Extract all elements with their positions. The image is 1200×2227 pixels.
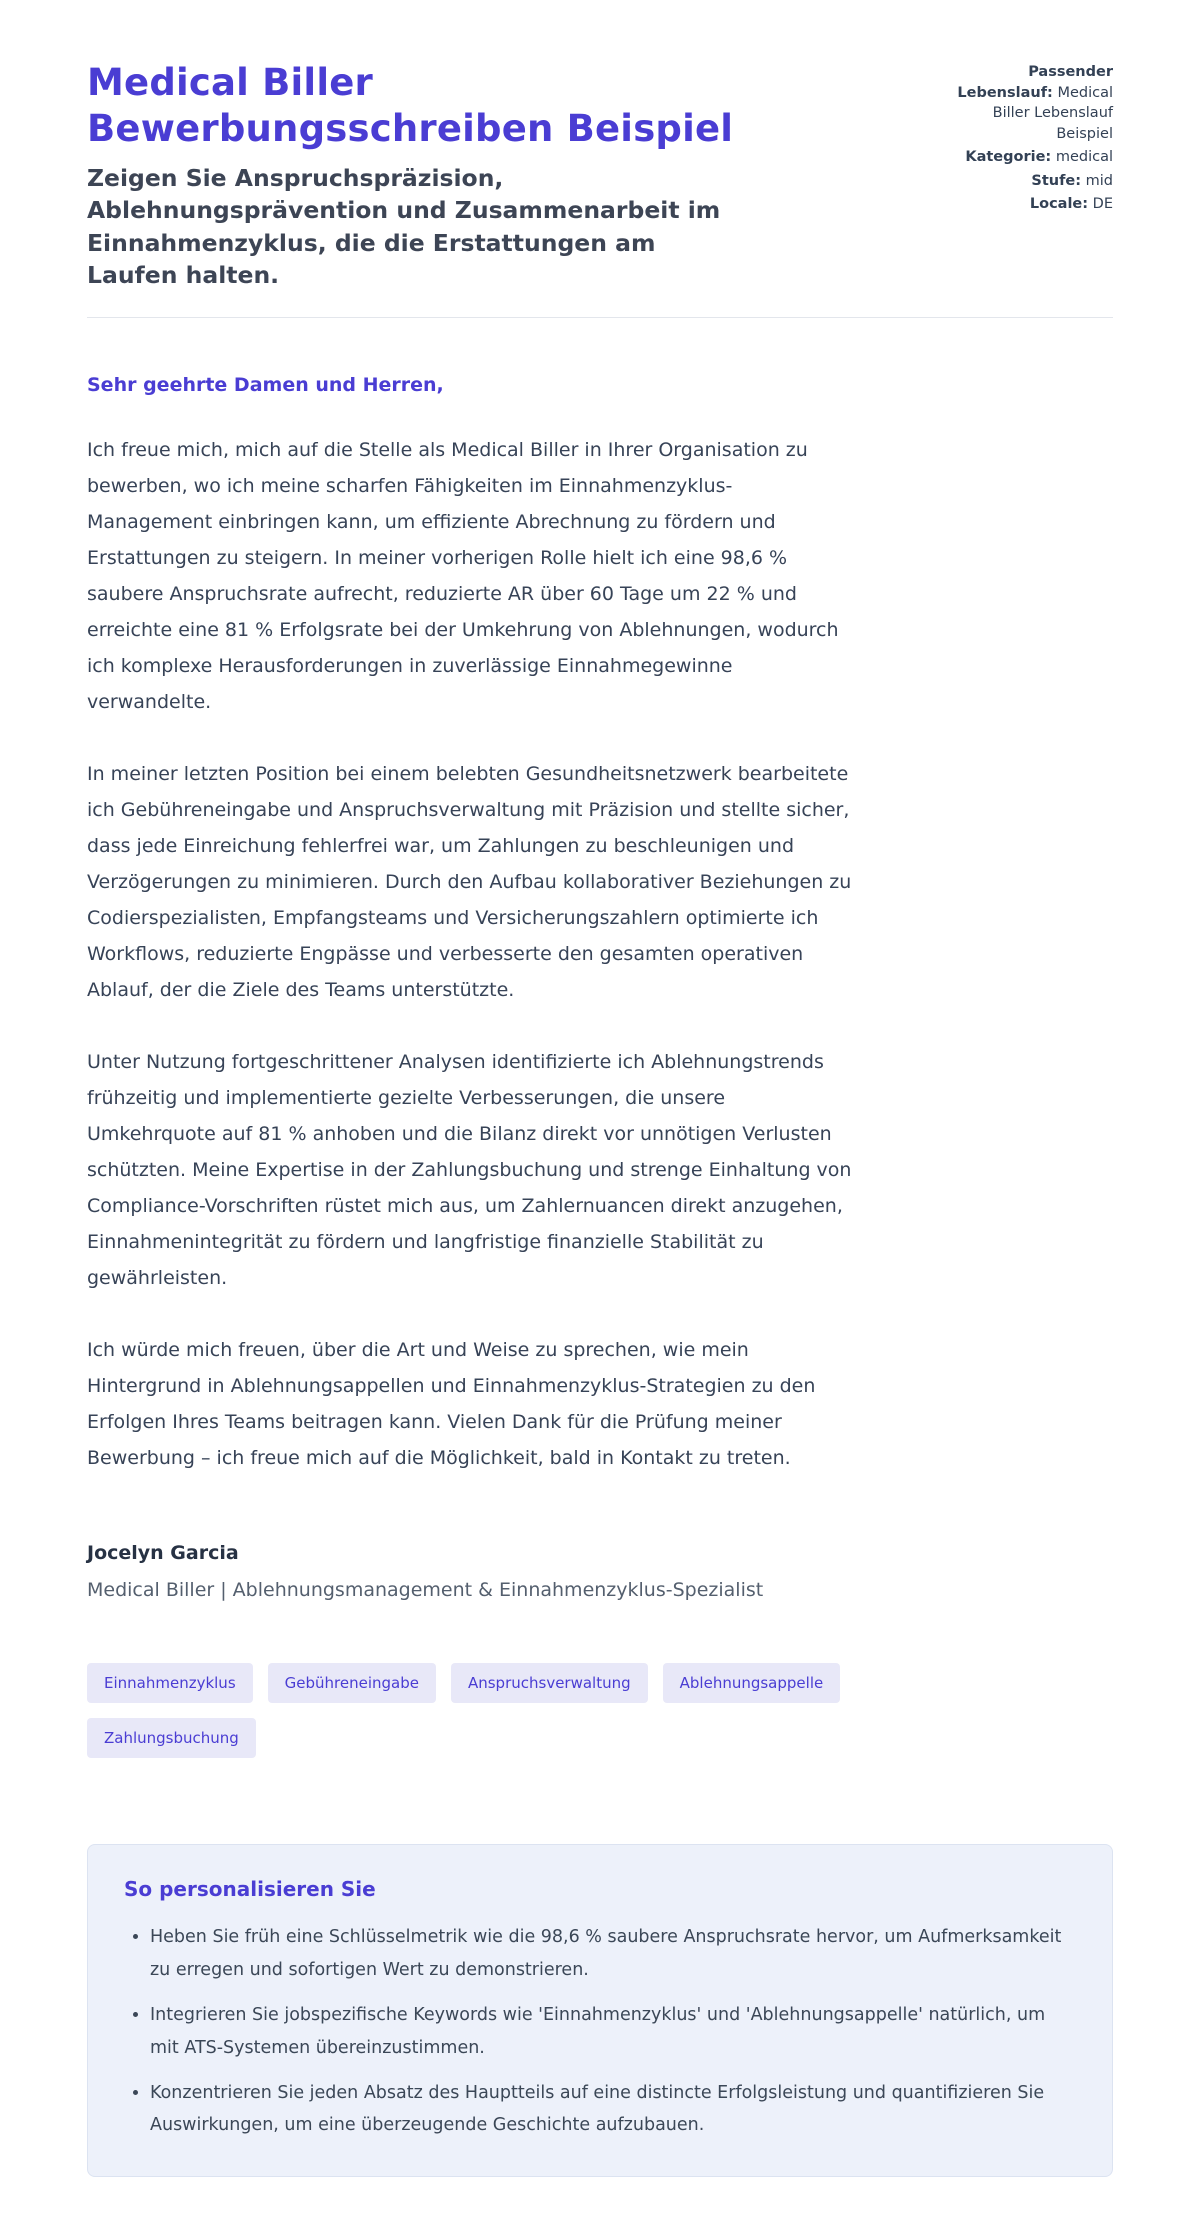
letter-paragraph: In meiner letzten Position bei einem belebten Gesundheitsnetzwerk bearbeitete ich Gebühreneingabe und Anspruchsverwaltung mit Präzision und stellte sicher, dass jede Einreichung fehlerfrei war, um Zahlungen zu beschleunigen und Verzögerungen zu minimieren. Durch den Aufbau kollaborativer Beziehungen zu Codierspezialisten, Empfangsteams und Versicherungszahlern optimierte ich Workflows, reduzierte Engpässe und verbesserte den gesamten operativen Ablauf, der die Ziele des Teams unterstützte.	[87, 763, 852, 1002]
meta-panel	[945, 60, 1113, 218]
tag-chip[interactable]: Anspruchsverwaltung	[451, 1663, 648, 1703]
meta-label: Stufe:	[1031, 172, 1082, 189]
page-title: Medical Biller Bewerbungsschreiben Beispiel	[87, 61, 734, 150]
tag-chip[interactable]: Ablehnungsappelle	[663, 1663, 841, 1703]
personalize-tip: • Konzentrieren Sie jeden Absatz des Hauptteils auf eine distincte Erfolgsleistung und quantifizieren Sie Auswirkungen, um eine überzeugende Geschichte aufzubauen.	[150, 2077, 1076, 2142]
personalize-tip-list	[124, 1921, 1076, 2141]
meta-value: Medical Biller Lebenslauf Beispiel	[992, 84, 1113, 142]
page-subtitle: Zeigen Sie Anspruchspräzision, Ablehnungsprävention und Zusammenarbeit im Einnahmenzyklus, die die Erstattungen am Laufen halten.	[87, 163, 721, 290]
signature-title: Medical Biller | Ablehnungsmanagement & Einnahmenzyklus-Spezialist	[87, 1579, 764, 1602]
header-title-block	[87, 60, 742, 291]
meta-label: Passender Lebenslauf:	[957, 64, 1113, 101]
divider	[87, 317, 1113, 318]
letter-paragraph: Ich freue mich, mich auf die Stelle als Medical Biller in Ihrer Organisation zu bewerben, wo ich meine scharfen Fähigkeiten im Einnahmenzyklus-Management einbringen kann, um effiziente Abrechnung zu fördern und Erstattungen zu steigern. In meiner vorherigen Rolle hielt ich eine 98,6 % saubere Anspruchsrate aufrecht, reduzierte AR über 60 Tage um 22 % und erreichte eine 81 % Erfolgsrate bei der Umkehrung von Ablehnungen, wodurch ich komplexe Herausforderungen in zuverlässige Einnahmegewinne verwandelte.	[87, 439, 839, 714]
meta-value: mid	[1085, 172, 1113, 189]
meta-value: medical	[1055, 149, 1113, 166]
cover-letter-body	[87, 374, 1113, 1601]
meta-item-level	[945, 171, 1113, 192]
meta-value: DE	[1092, 196, 1113, 213]
personalize-tip: • Heben Sie früh eine Schlüsselmetrik wie die 98,6 % saubere Anspruchsrate hervor, um Aufmerksamkeit zu erregen und sofortigen Wert zu demonstrieren.	[150, 1921, 1076, 1986]
meta-label: Locale:	[1029, 196, 1089, 213]
page-container	[87, 0, 1113, 2227]
letter-paragraph: Unter Nutzung fortgeschrittener Analysen identifizierte ich Ablehnungstrends frühzeitig und implementierte gezielte Verbesserungen, die unsere Umkehrquote auf 81 % anhoben und die Bilanz direkt vor unnötigen Verlusten schützten. Meine Expertise in der Zahlungsbuchung und strenge Einhaltung von Compliance-Vorschriften rüstet mich aus, um Zahlernuancen direkt anzugehen, Einnahmenintegrität zu fördern und langfristige finanzielle Stabilität zu gewährleisten.	[87, 1051, 852, 1290]
signature-block	[87, 1542, 1113, 1601]
meta-item-category	[945, 147, 1113, 168]
personalize-tip: • Integrieren Sie jobspezifische Keywords wie 'Einnahmenzyklus' und 'Ablehnungsappelle' natürlich, um mit ATS-Systemen übereinzustimmen.	[150, 1999, 1076, 2064]
meta-label: Kategorie:	[965, 149, 1052, 166]
signature-name: Jocelyn Garcia	[87, 1542, 239, 1565]
meta-item-matching-resume	[945, 62, 1113, 144]
letter-greeting: Sehr geehrte Damen und Herren,	[87, 374, 444, 397]
tag-chip[interactable]: Einnahmenzyklus	[87, 1663, 253, 1703]
personalize-heading: So personalisieren Sie	[124, 1877, 376, 1902]
personalize-box	[87, 1844, 1113, 2176]
tag-chip[interactable]: Zahlungsbuchung	[87, 1718, 256, 1758]
tag-chip[interactable]: Gebühreneingabe	[268, 1663, 436, 1703]
meta-item-locale	[945, 194, 1113, 215]
skill-tags	[87, 1663, 867, 1758]
letter-paragraph: Ich würde mich freuen, über die Art und Weise zu sprechen, wie mein Hintergrund in Ablehnungsappellen und Einnahmenzyklus-Strategien zu den Erfolgen Ihres Teams beitragen kann. Vielen Dank für die Prüfung meiner Bewerbung – ich freue mich auf die Möglichkeit, bald in Kontakt zu treten.	[87, 1339, 816, 1470]
page-header	[87, 60, 1113, 291]
